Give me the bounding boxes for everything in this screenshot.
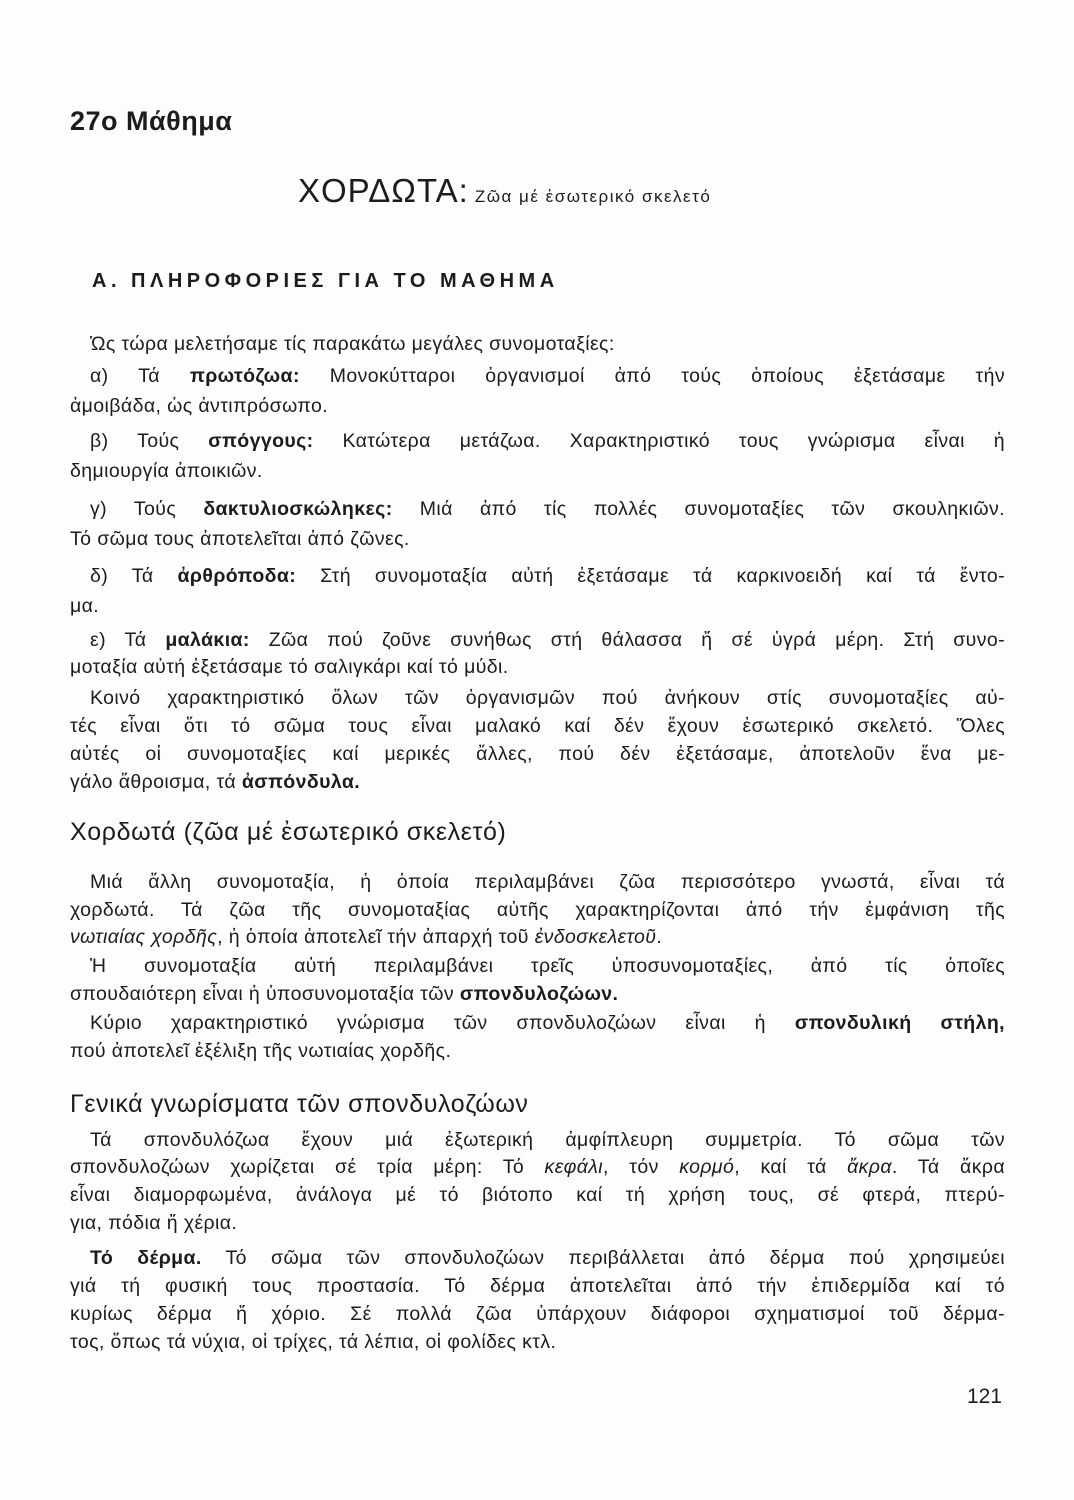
text-segment: Ἡ συνομοταξία αὐτή περιλαμβάνει τρεῖς ὑποσυνομοταξίες, ἀπό τίς ὁποῖες [90, 955, 1005, 977]
text-segment: τές εἶναι ὅτι τό σῶμα τους εἶναι μαλακό καί δέν ἔχουν ἐσωτερικό σκελετό. Ὅλες [70, 715, 1005, 737]
text-segment: εἶναι διαμορφωμένα, ἀνάλογα μέ τό βιότοπο καί τή χρήση τους, σέ φτερά, πτερύ- [70, 1184, 1005, 1206]
text-segment: για, πόδια ἤ χέρια. [70, 1212, 238, 1234]
text-line [70, 770, 1005, 794]
text-line [90, 564, 1005, 588]
text-line [70, 982, 1005, 1006]
chapter-title [298, 172, 711, 210]
text-line [70, 898, 1005, 922]
text-segment: Μιά ἀπό τίς πολλές συνομοταξίες τῶν σκουληκιῶν. [392, 498, 1006, 520]
bold-term: σπόγγους: [208, 430, 314, 452]
text-line [70, 527, 1005, 551]
page-number: 121 [966, 1385, 1002, 1408]
text-line [70, 1155, 1005, 1179]
text-segment: Ὡς τώρα μελετήσαμε τίς παρακάτω μεγάλες συνομοταξίες: [90, 333, 615, 355]
text-line [90, 332, 1005, 356]
text-segment: μα. [70, 595, 100, 617]
text-segment: . Τά ἄκρα [891, 1156, 1006, 1178]
text-segment: Τά σπονδυλόζωα ἔχουν μιά ἐξωτερική ἀμφίπλευρη συμμετρία. Τό σῶμα τῶν [90, 1129, 1005, 1151]
text-line [90, 364, 1005, 388]
text-segment: ε) Τά [90, 629, 166, 651]
text-segment: τος, ὅπως τά νύχια, οἱ τρίχες, τά λέπια, οἱ φολίδες κτλ. [70, 1331, 557, 1353]
section-heading-a: Α. ΠΛΗΡΟΦΟΡΙΕΣ ΓΙΑ ΤΟ ΜΑΘΗΜΑ [92, 270, 559, 292]
text-line [70, 925, 1005, 949]
text-segment: σπουδαιότερη εἶναι ἡ ὑποσυνομοταξία τῶν [70, 983, 460, 1005]
text-line [70, 714, 1005, 738]
text-line [90, 870, 1005, 894]
text-segment: Τό σῶμα τους ἀποτελεῖται ἀπό ζῶνες. [70, 528, 410, 550]
text-segment: ἀμοιβάδα, ὡς ἀντιπρόσωπο. [70, 395, 329, 417]
text-line [90, 1128, 1005, 1152]
text-segment: γ) Τούς [90, 498, 204, 520]
text-segment: κυρίως δέρμα ἤ χόριο. Σέ πολλά ζῶα ὑπάρχουν διάφοροι σχηματισμοί τοῦ δέρμα- [70, 1303, 1005, 1325]
text-line [90, 954, 1005, 978]
text-line [70, 1274, 1005, 1298]
heading-chordata: Χορδωτά (ζῶα μέ ἐσωτερικό σκελετό) [70, 818, 507, 846]
text-line [90, 628, 1005, 652]
bold-term: μαλάκια: [165, 629, 250, 651]
bold-term: δακτυλιοσκώληκες: [203, 498, 393, 520]
text-line [70, 1330, 1005, 1354]
bold-term: πρωτόζωα: [189, 365, 300, 387]
text-segment: σπονδυλοζώων χωρίζεται σέ τρία μέρη: Τό [70, 1156, 545, 1178]
text-segment: β) Τούς [90, 430, 209, 452]
text-segment: πού ἀποτελεῖ ἐξέλιξη τῆς νωτιαίας χορδῆς. [70, 1040, 452, 1062]
text-segment: Κοινό χαρακτηριστικό ὅλων τῶν ὀργανισμῶν πού ἀνήκουν στίς συνομοταξίες αὐ- [90, 687, 1005, 709]
bold-term: ἀσπόνδυλα. [241, 771, 361, 793]
text-segment: Κατώτερα μετάζωα. Χαρακτηριστικό τους γνώρισμα εἶναι ἡ [313, 430, 1005, 452]
italic-term: ἐνδοσκελετοῦ [534, 926, 657, 948]
text-segment: , καί τά [734, 1156, 848, 1178]
text-segment: γιά τή φυσική τους προστασία. Τό δέρμα ἀποτελεῖται ἀπό τήν ἐπιδερμίδα καί τό [70, 1275, 1005, 1297]
text-line [70, 1039, 1005, 1063]
chapter-subtitle: Ζῶα μέ ἐσωτερικό σκελετό [474, 187, 712, 206]
text-segment: Μιά ἄλλη συνομοταξία, ἡ ὁποία περιλαμβάνει ζῶα περισσότερο γνωστά, εἶναι τά [90, 871, 1005, 893]
text-segment: αὐτές οἱ συνομοταξίες καί μερικές ἄλλες, πού δέν ἐξετάσαμε, ἀποτελοῦν ἕνα με- [70, 743, 1005, 765]
text-line [70, 459, 1005, 483]
text-segment: , ἡ ὁποία ἀποτελεῖ τήν ἀπαρχή τοῦ [217, 926, 535, 948]
bold-term: σπονδυλική στήλη, [794, 1012, 1005, 1034]
bold-term: σπονδυλοζώων. [459, 983, 619, 1005]
italic-term: νωτιαίας χορδῆς [70, 926, 218, 948]
text-line [90, 1011, 1005, 1035]
text-segment: δ) Τά [90, 565, 178, 587]
chapter-title-main: ΧΟΡΔΩΤΑ: [298, 172, 469, 209]
lesson-title: 27ο Μάθημα [70, 106, 233, 136]
italic-term: κορμό [679, 1156, 735, 1178]
text-line [70, 742, 1005, 766]
text-line [70, 394, 1005, 418]
text-segment: γάλο ἄθροισμα, τά [70, 771, 242, 793]
bold-term: Τό δέρμα. [90, 1247, 202, 1269]
text-segment: α) Τά [90, 365, 190, 387]
text-line [90, 686, 1005, 710]
bold-term: ἀρθρόποδα: [177, 565, 297, 587]
text-line [90, 1246, 1005, 1270]
text-line [70, 1211, 1005, 1235]
text-segment: Μονοκύτταροι ὀργανισμοί ἀπό τούς ὁποίους ἐξετάσαμε τήν [299, 365, 1005, 387]
italic-term: ἄκρα [847, 1156, 892, 1178]
text-segment: δημιουργία ἀποικιῶν. [70, 460, 263, 482]
text-line [70, 655, 1005, 679]
text-segment: χορδωτά. Τά ζῶα τῆς συνομοταξίας αὐτῆς χαρακτηρίζονται ἀπό τήν ἐμφάνιση τῆς [70, 899, 1005, 921]
text-segment: . [656, 926, 663, 948]
text-segment: Κύριο χαρακτηριστικό γνώρισμα τῶν σπονδυλοζώων εἶναι ἡ [90, 1012, 795, 1034]
text-line [70, 1302, 1005, 1326]
italic-term: κεφάλι [544, 1156, 604, 1178]
heading-vertebrates: Γενικά γνωρίσματα τῶν σπονδυλοζώων [70, 1090, 529, 1118]
text-line [70, 1183, 1005, 1207]
text-segment: , τόν [603, 1156, 680, 1178]
text-segment: Τό σῶμα τῶν σπονδυλοζώων περιβάλλεται ἀπό δέρμα πού χρησιμεύει [201, 1247, 1006, 1269]
text-segment: Στή συνομοταξία αὐτή ἐξετάσαμε τά καρκινοειδή καί τά ἔντο- [296, 565, 1005, 587]
text-segment: μοταξία αὐτή ἐξετάσαμε τό σαλιγκάρι καί τό μύδι. [70, 656, 509, 678]
text-line [70, 594, 1005, 618]
text-line [90, 497, 1005, 521]
text-segment: Ζῶα πού ζοῦνε συνήθως στή θάλασσα ἤ σέ ὑγρά μέρη. Στή συνο- [249, 629, 1005, 651]
text-line [90, 429, 1005, 453]
